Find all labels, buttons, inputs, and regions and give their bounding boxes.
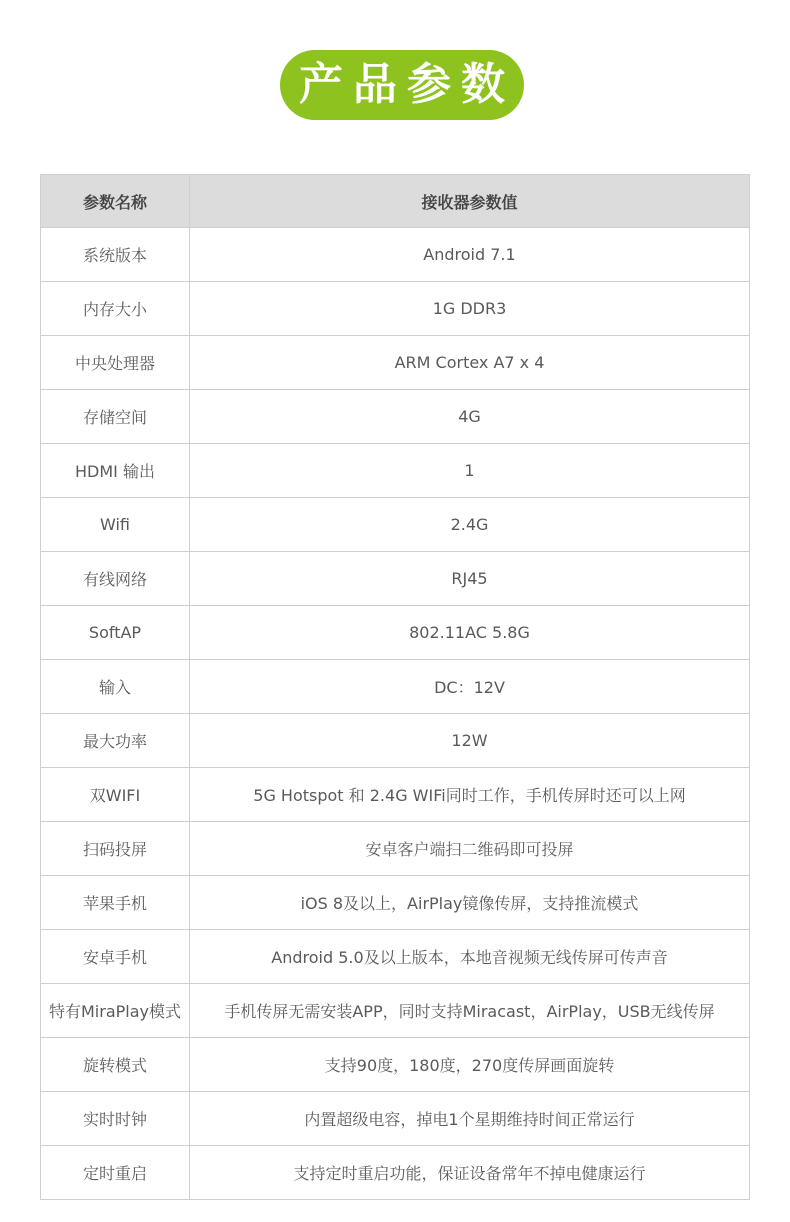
page-title: 产品参数 <box>280 50 524 120</box>
param-name: 定时重启 <box>41 1146 190 1200</box>
param-value: 1G DDR3 <box>190 282 750 336</box>
param-value: 安卓客户端扫二维码即可投屏 <box>190 822 750 876</box>
param-value: iOS 8及以上，AirPlay镜像传屏，支持推流模式 <box>190 876 750 930</box>
param-value: 5G Hotspot 和 2.4G WIFi同时工作，手机传屏时还可以上网 <box>190 768 750 822</box>
param-value: Android 5.0及以上版本，本地音视频无线传屏可传声音 <box>190 930 750 984</box>
param-value: Android 7.1 <box>190 228 750 282</box>
param-name: 扫码投屏 <box>41 822 190 876</box>
table-row <box>41 1038 750 1092</box>
param-name: Wifi <box>41 498 190 552</box>
param-value: RJ45 <box>190 552 750 606</box>
param-name: 双WIFI <box>41 768 190 822</box>
param-value: 支持定时重启功能，保证设备常年不掉电健康运行 <box>190 1146 750 1200</box>
param-name: 实时时钟 <box>41 1092 190 1146</box>
param-name: SoftAP <box>41 606 190 660</box>
table-row <box>41 228 750 282</box>
param-name: 存储空间 <box>41 390 190 444</box>
table-row <box>41 876 750 930</box>
table-row <box>41 336 750 390</box>
param-name: 特有MiraPlay模式 <box>41 984 190 1038</box>
table-row <box>41 930 750 984</box>
param-name: 旋转模式 <box>41 1038 190 1092</box>
param-value: 支持90度，180度，270度传屏画面旋转 <box>190 1038 750 1092</box>
param-value: DC：12V <box>190 660 750 714</box>
table-row <box>41 552 750 606</box>
param-value: 1 <box>190 444 750 498</box>
table-row <box>41 1092 750 1146</box>
table-row <box>41 282 750 336</box>
param-value: 12W <box>190 714 750 768</box>
param-name: 系统版本 <box>41 228 190 282</box>
param-value: 2.4G <box>190 498 750 552</box>
param-value: 802.11AC 5.8G <box>190 606 750 660</box>
param-name: HDMI 输出 <box>41 444 190 498</box>
param-value: 4G <box>190 390 750 444</box>
table-row <box>41 390 750 444</box>
header-param-value: 接收器参数值 <box>190 175 750 228</box>
param-name: 苹果手机 <box>41 876 190 930</box>
table-row <box>41 822 750 876</box>
param-name: 最大功率 <box>41 714 190 768</box>
param-name: 输入 <box>41 660 190 714</box>
table-row <box>41 714 750 768</box>
table-row <box>41 1146 750 1200</box>
table-row <box>41 768 750 822</box>
param-name: 有线网络 <box>41 552 190 606</box>
param-value: 手机传屏无需安装APP，同时支持Miracast，AirPlay，USB无线传屏 <box>190 984 750 1038</box>
table-row <box>41 498 750 552</box>
header-param-name: 参数名称 <box>41 175 190 228</box>
param-name: 中央处理器 <box>41 336 190 390</box>
param-name: 安卓手机 <box>41 930 190 984</box>
table-header-row <box>41 175 750 228</box>
table-row <box>41 984 750 1038</box>
table-row <box>41 660 750 714</box>
table-row <box>41 606 750 660</box>
spec-table <box>40 174 750 1200</box>
param-value: ARM Cortex A7 x 4 <box>190 336 750 390</box>
param-value: 内置超级电容，掉电1个星期维持时间正常运行 <box>190 1092 750 1146</box>
table-row <box>41 444 750 498</box>
param-name: 内存大小 <box>41 282 190 336</box>
